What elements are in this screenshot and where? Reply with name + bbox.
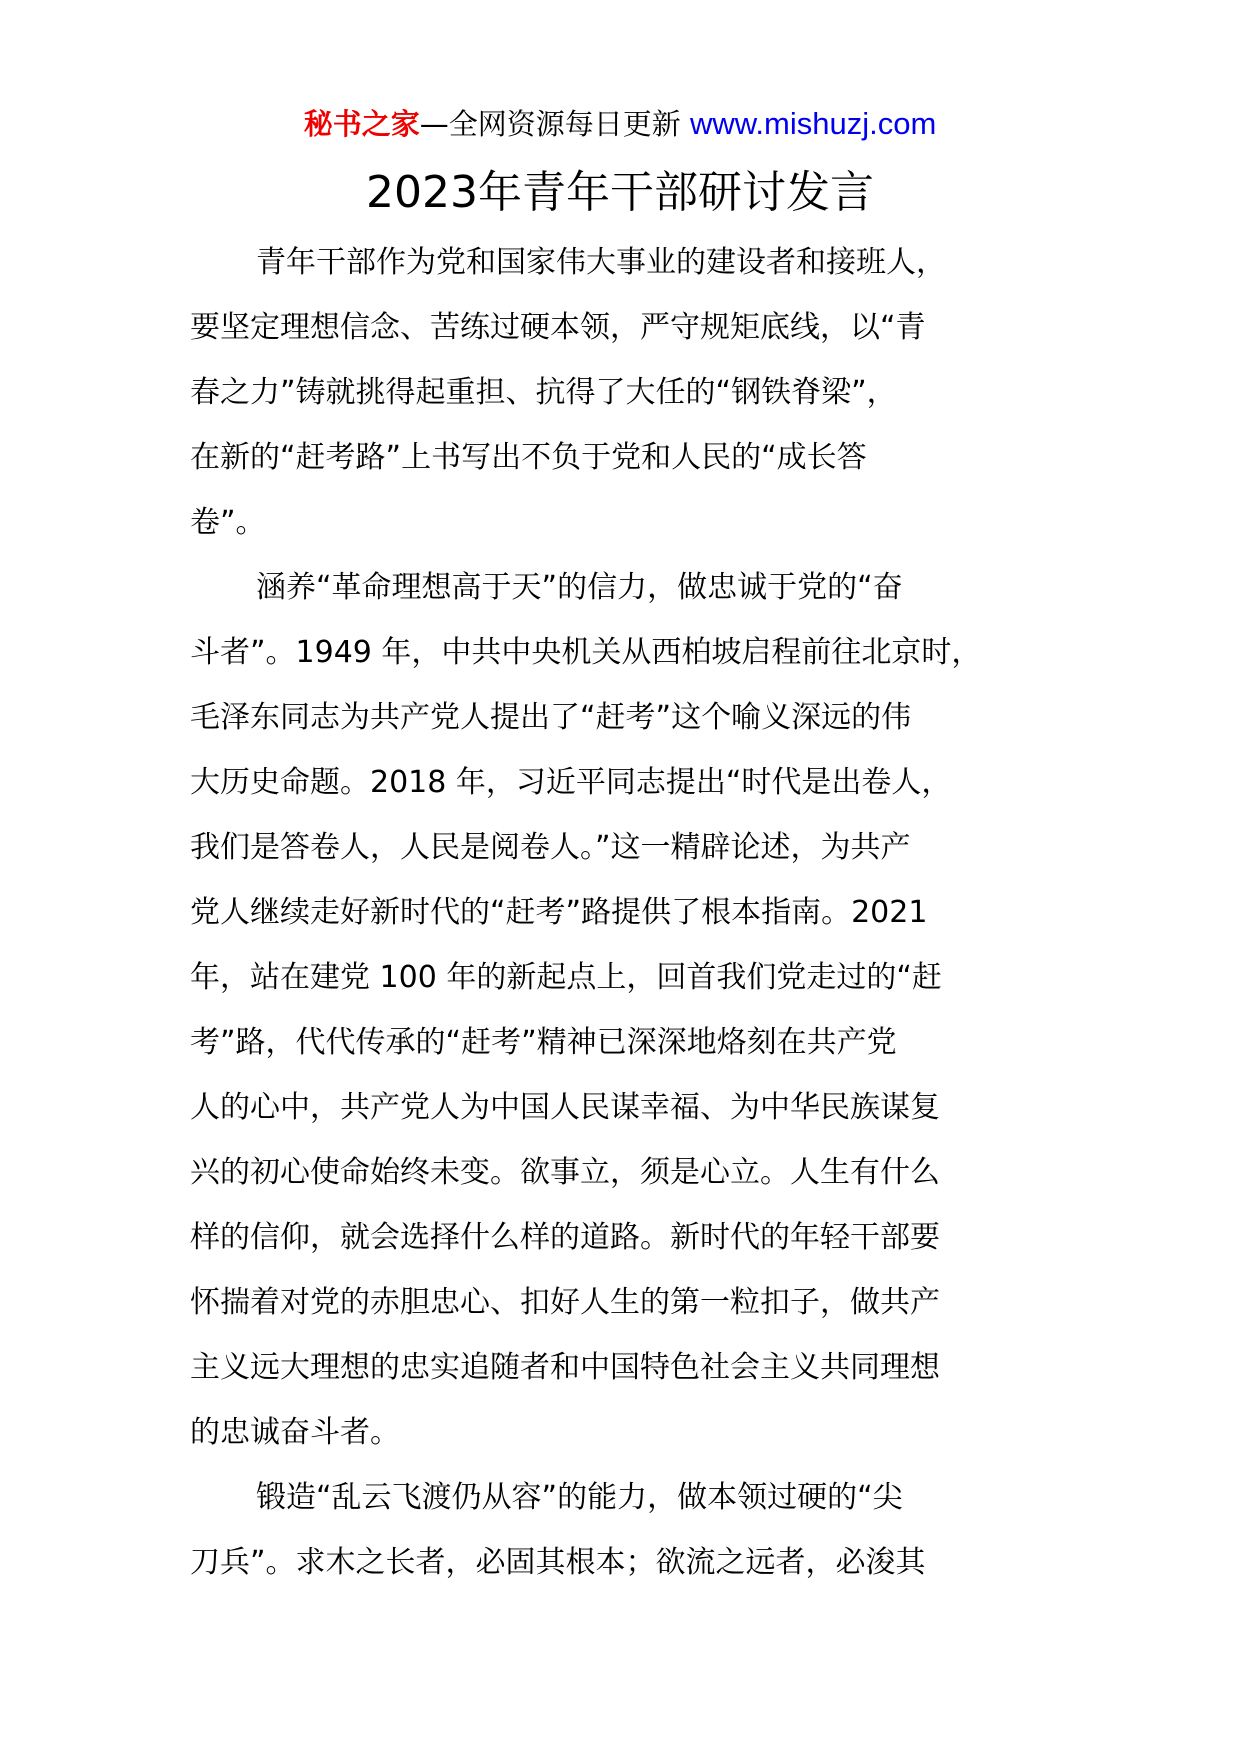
body-paragraph bbox=[190, 555, 1070, 1465]
document-body bbox=[190, 230, 1070, 1595]
paragraph-line: 党人继续走好新时代的“赶考”路提供了根本指南。2021 bbox=[190, 895, 928, 930]
paragraph-line: 斗者”。1949 年，中共中央机关从西柏坡启程前往北京时， bbox=[190, 635, 982, 670]
paragraph-line: 兴的初心使命始终未变。欲事立，须是心立。人生有什么 bbox=[190, 1155, 940, 1190]
paragraph-line: 春之力”铸就挑得起重担、抗得了大任的“钢铁脊梁”， bbox=[190, 375, 897, 410]
paragraph-line: 锻造“乱云飞渡仍从容”的能力，做本领过硬的“尖 bbox=[256, 1480, 903, 1515]
body-paragraph bbox=[190, 1465, 1070, 1595]
paragraph-line: 在新的“赶考路”上书写出不负于党和人民的“成长答 bbox=[190, 440, 867, 475]
paragraph-line: 刀兵”。求木之长者，必固其根本；欲流之远者，必浚其 bbox=[190, 1545, 926, 1580]
paragraph-line: 毛泽东同志为共产党人提出了“赶考”这个喻义深远的伟 bbox=[190, 700, 912, 735]
paragraph-line: 主义远大理想的忠实追随者和中国特色社会主义共同理想 bbox=[190, 1350, 940, 1385]
paragraph-line: 考”路，代代传承的“赶考”精神已深深地烙刻在共产党 bbox=[190, 1025, 897, 1060]
paragraph-line: 年，站在建党 100 年的新起点上，回首我们党走过的“赶 bbox=[190, 960, 942, 995]
paragraph-line: 人的心中，共产党人为中国人民谋幸福、为中华民族谋复 bbox=[190, 1090, 940, 1125]
paragraph-line: 青年干部作为党和国家伟大事业的建设者和接班人， bbox=[256, 245, 946, 280]
paragraph-line: 样的信仰，就会选择什么样的道路。新时代的年轻干部要 bbox=[190, 1220, 940, 1255]
paragraph-line: 的忠诚奋斗者。 bbox=[190, 1415, 400, 1450]
paragraph-line: 大历史命题。2018 年，习近平同志提出“时代是出卷人， bbox=[190, 765, 952, 800]
document-title: 2023年青年干部研讨发言 bbox=[366, 167, 874, 218]
site-brand: 秘书之家 bbox=[303, 107, 420, 141]
paragraph-line: 怀揣着对党的赤胆忠心、扣好人生的第一粒扣子，做共产 bbox=[190, 1285, 940, 1320]
site-url-link[interactable]: www.mishuzj.com bbox=[689, 106, 937, 141]
paragraph-line: 我们是答卷人，人民是阅卷人。”这一精辟论述，为共产 bbox=[190, 830, 911, 865]
paragraph-line: 涵养“革命理想高于天”的信力，做忠诚于党的“奋 bbox=[256, 570, 903, 605]
site-slogan: —全网资源每日更新 bbox=[419, 107, 681, 141]
paragraph-line: 卷”。 bbox=[190, 505, 266, 540]
body-paragraph bbox=[190, 230, 1070, 555]
paragraph-line: 要坚定理想信念、苦练过硬本领，严守规矩底线，以“青 bbox=[190, 310, 926, 345]
site-header bbox=[0, 102, 1240, 146]
